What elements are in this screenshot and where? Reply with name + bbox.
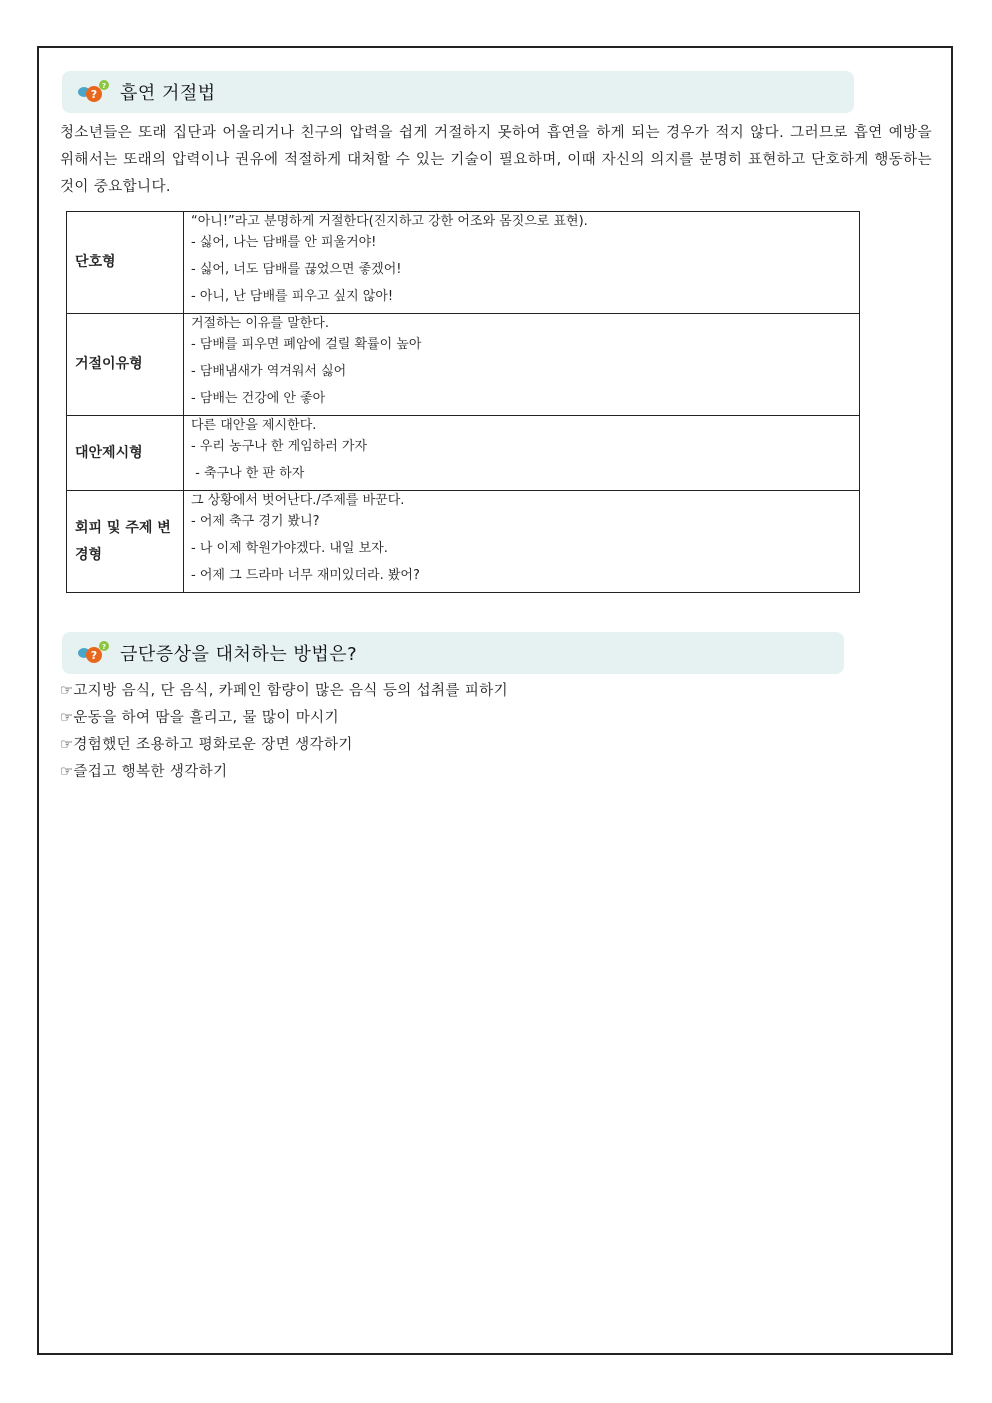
strategy-line: - 축구나 한 판 하자 (191, 466, 305, 481)
section-title: 흡연 거절법 (120, 83, 216, 104)
strategy-line: 거절하는 이유를 말한다. (191, 316, 329, 331)
strategy-line: 다른 대안을 제시한다. (191, 418, 317, 433)
list-item: ☞고지방 음식, 단 음식, 카페인 함량이 많은 음식 등의 섭취를 피하기 (60, 683, 509, 699)
strategy-examples (184, 491, 860, 593)
section-title: 금단증상을 대처하는 방법은? (120, 644, 358, 665)
section-header-withdrawal (62, 632, 844, 674)
list-item: ☞운동을 하여 땀을 흘리고, 물 많이 마시기 (60, 710, 339, 726)
strategy-line: - 나 이제 학원가야겠다. 내일 보자. (191, 541, 388, 556)
strategy-line: - 담배냄새가 역겨워서 싫어 (191, 364, 347, 379)
strategy-examples (184, 212, 860, 314)
strategy-type: 단호형 (67, 212, 184, 314)
strategy-type: 회피 및 주제 변경형 (67, 491, 184, 593)
refusal-strategies-table (66, 211, 860, 593)
strategy-examples (184, 416, 860, 491)
strategy-line: - 어제 축구 경기 봤니? (191, 514, 320, 529)
strategy-line: “아니!”라고 분명하게 거절한다(진지하고 강한 어조와 몸짓으로 표현). (191, 214, 588, 229)
speech-bubbles-icon (76, 639, 110, 667)
intro-paragraph: 청소년들은 또래 집단과 어울리거나 친구의 압력을 쉽게 거절하지 못하여 흡연을 하게 되는 경우가 적지 않다. 그러므로 흡연 예방을 위해서는 또래의 압력이나 권유에 적절하게 대처할 수 있는 기술이 필요하며, 이때 자신의 의지를 분명히 표현하고 단호하게 행동하는 것이 중요합니다. (60, 125, 932, 195)
strategy-line: - 싫어, 너도 담배를 끊었으면 좋겠어! (191, 262, 402, 277)
strategy-line: - 담배를 피우면 폐암에 걸릴 확률이 높아 (191, 337, 422, 352)
withdrawal-tips-list (60, 678, 920, 786)
strategy-line: - 어제 그 드라마 너무 재미있더라. 봤어? (191, 568, 420, 583)
strategy-type: 거절이유형 (67, 314, 184, 416)
strategy-line: - 싫어, 나는 담배를 안 피울거야! (191, 235, 377, 250)
strategy-line: 그 상황에서 벗어난다./주제를 바꾼다. (191, 493, 405, 508)
strategy-type: 대안제시형 (67, 416, 184, 491)
table-row (67, 416, 860, 491)
svg-text:?: ? (90, 88, 98, 101)
list-item: ☞경험했던 조용하고 평화로운 장면 생각하기 (60, 737, 353, 753)
strategy-line: - 우리 농구나 한 게임하러 가자 (191, 439, 368, 454)
svg-text:?: ? (101, 643, 107, 651)
svg-text:?: ? (101, 82, 107, 90)
list-item: ☞즐겁고 행복한 생각하기 (60, 764, 228, 780)
table-row (67, 212, 860, 314)
strategy-line: - 아니, 난 담배를 피우고 싶지 않아! (191, 289, 394, 304)
svg-text:?: ? (90, 649, 98, 662)
strategy-line: - 담배는 건강에 안 좋아 (191, 391, 326, 406)
section-header-smoking-refusal (62, 71, 854, 113)
speech-bubbles-icon (76, 78, 110, 106)
table-row (67, 314, 860, 416)
strategy-examples (184, 314, 860, 416)
table-row (67, 491, 860, 593)
